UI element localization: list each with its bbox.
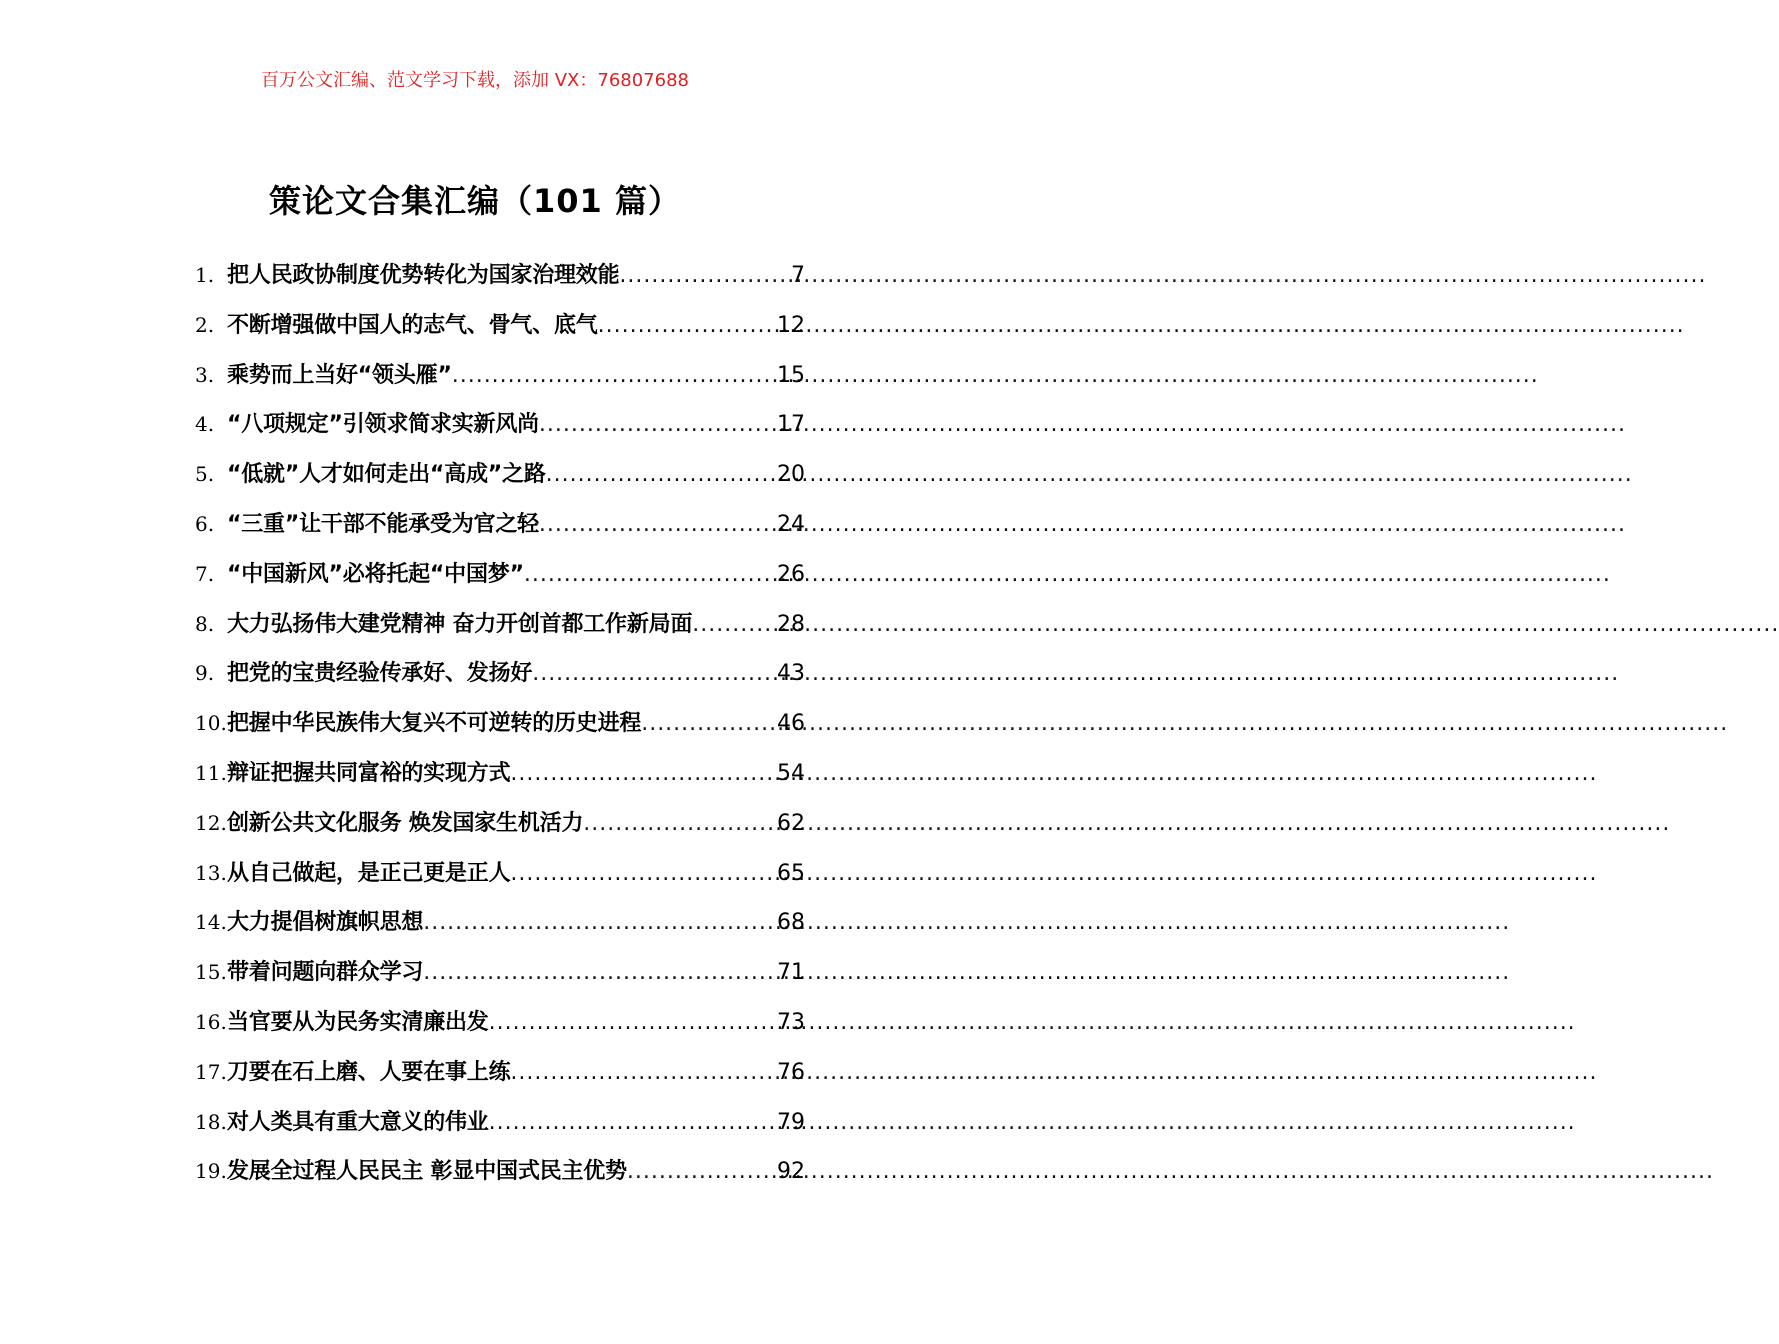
toc-entry[interactable] — [195, 998, 805, 1048]
toc-dot-leader — [627, 1147, 777, 1197]
toc-entry[interactable] — [195, 351, 805, 401]
toc-entry-title: 乘势而上当好“领头雁” — [227, 362, 452, 388]
toc-dot-leader — [692, 600, 777, 650]
toc-entry-number: 15. — [195, 960, 227, 985]
toc-entry-number: 2. — [195, 312, 215, 337]
toc-entry-title: 不断增强做中国人的志气、骨气、底气 — [227, 312, 598, 338]
toc-entry-title: 大力弘扬伟大建党精神 奋力开创首都工作新局面 — [227, 611, 693, 637]
toc-entry-title: “八项规定”引领求简求实新风尚 — [227, 412, 539, 438]
toc-entry-title: “三重”让干部不能承受为官之轻 — [227, 511, 539, 537]
toc-entry[interactable] — [195, 649, 805, 699]
toc-dot-leader — [583, 799, 777, 849]
toc-entry[interactable] — [195, 948, 805, 998]
toc-entry-number: 8. — [195, 611, 215, 636]
toc-entry-title: 发展全过程人民民主 彰显中国式民主优势 — [227, 1159, 627, 1185]
toc-entry-page: 12 — [777, 312, 805, 338]
toc-entry-title: 创新公共文化服务 焕发国家生机活力 — [227, 810, 584, 836]
toc-entry-number: 12. — [195, 810, 227, 835]
toc-dot-leader — [641, 699, 777, 749]
toc-entry[interactable] — [195, 450, 805, 500]
toc-entry-number: 18. — [195, 1109, 227, 1134]
header-contact-note: 百万公文汇编、范文学习下载，添加 VX：76807688 — [261, 70, 689, 91]
toc-entry-page: 54 — [777, 760, 805, 786]
toc-entry[interactable] — [195, 849, 805, 899]
toc-entry[interactable] — [195, 500, 805, 550]
toc-entry-page: 73 — [777, 1009, 805, 1035]
toc-entry-title: 对人类具有重大意义的伟业 — [227, 1109, 489, 1135]
toc-entry-number: 13. — [195, 860, 227, 885]
toc-entry-number: 14. — [195, 910, 227, 935]
toc-entry-number: 16. — [195, 1009, 227, 1034]
toc-dot-leader — [532, 649, 777, 699]
toc-dot-leader — [489, 1098, 777, 1148]
toc-dot-leader — [598, 301, 777, 351]
toc-entry-title: 辩证把握共同富裕的实现方式 — [227, 760, 511, 786]
toc-entry-page: 92 — [777, 1159, 805, 1185]
toc-dot-leader — [510, 749, 777, 799]
toc-entry-number: 4. — [195, 412, 215, 437]
toc-entry-title: 刀要在石上磨、人要在事上练 — [227, 1059, 511, 1085]
toc-entry[interactable] — [195, 699, 805, 749]
toc-entry[interactable] — [195, 749, 805, 799]
toc-dot-leader — [452, 351, 777, 401]
toc-entry[interactable] — [195, 550, 805, 600]
toc-entry-page: 76 — [777, 1059, 805, 1085]
toc-entry[interactable] — [195, 251, 805, 301]
toc-entry-title: 把人民政协制度优势转化为国家治理效能 — [227, 263, 620, 288]
toc-entry-title: “低就”人才如何走出“高成”之路 — [227, 462, 546, 488]
toc-dot-leader — [524, 550, 777, 600]
toc-entry-page: 71 — [777, 960, 805, 986]
toc-dot-leader — [619, 251, 791, 301]
toc-entry-number: 3. — [195, 362, 215, 387]
toc-entry[interactable] — [195, 400, 805, 450]
toc-entry-page: 7 — [791, 263, 805, 288]
toc-entry-title: 大力提倡树旗帜思想 — [227, 910, 424, 936]
toc-entry-page: 24 — [777, 511, 805, 537]
toc-entry-page: 79 — [777, 1109, 805, 1135]
toc-dot-leader — [510, 1048, 777, 1098]
toc-entry-title: 当官要从为民务实清廉出发 — [227, 1009, 489, 1035]
toc-entry-number: 7. — [195, 561, 215, 586]
toc-entry-page: 26 — [777, 561, 805, 587]
toc-entry[interactable] — [195, 1098, 805, 1148]
toc-entry-number: 10. — [195, 711, 227, 736]
toc-dot-leader — [510, 849, 777, 899]
toc-entry-title: 带着问题向群众学习 — [227, 960, 424, 986]
toc-entry[interactable] — [195, 301, 805, 351]
toc-entry-title: 把握中华民族伟大复兴不可逆转的历史进程 — [227, 711, 642, 737]
toc-entry[interactable] — [195, 1048, 805, 1098]
toc-entry-title: 把党的宝贵经验传承好、发扬好 — [227, 661, 533, 687]
toc-entry[interactable] — [195, 1147, 805, 1197]
toc-entry-page: 65 — [777, 860, 805, 886]
toc-dot-leader — [539, 400, 777, 450]
toc-entry-number: 19. — [195, 1159, 227, 1184]
toc-entry-page: 68 — [777, 910, 805, 936]
toc-entry-page: 43 — [777, 661, 805, 687]
toc-entry-page: 15 — [777, 362, 805, 388]
toc-dot-leader — [546, 450, 777, 500]
toc-dot-leader — [539, 500, 777, 550]
toc-entry-page: 46 — [777, 711, 805, 737]
toc-dot-leader — [423, 898, 777, 948]
toc-entry-number: 17. — [195, 1059, 227, 1084]
document-title: 策论文合集汇编（101 篇） — [269, 182, 681, 220]
toc-dot-leader — [423, 948, 777, 998]
toc-entry-page: 20 — [777, 462, 805, 488]
toc-entry-number: 1. — [195, 263, 215, 287]
toc-entry-title: 从自己做起，是正己更是正人 — [227, 860, 511, 886]
toc-dot-leader — [489, 998, 777, 1048]
table-of-contents — [195, 251, 805, 1197]
toc-entry-number: 9. — [195, 661, 215, 686]
toc-entry[interactable] — [195, 600, 805, 650]
toc-entry-title: “中国新风”必将托起“中国梦” — [227, 561, 524, 587]
toc-entry[interactable] — [195, 799, 805, 849]
toc-entry-number: 11. — [195, 760, 227, 785]
toc-entry-number: 5. — [195, 462, 215, 487]
toc-entry[interactable] — [195, 898, 805, 948]
toc-entry-page: 17 — [777, 412, 805, 438]
toc-entry-page: 62 — [777, 810, 805, 836]
toc-entry-number: 6. — [195, 511, 215, 536]
toc-entry-page: 28 — [777, 611, 805, 637]
